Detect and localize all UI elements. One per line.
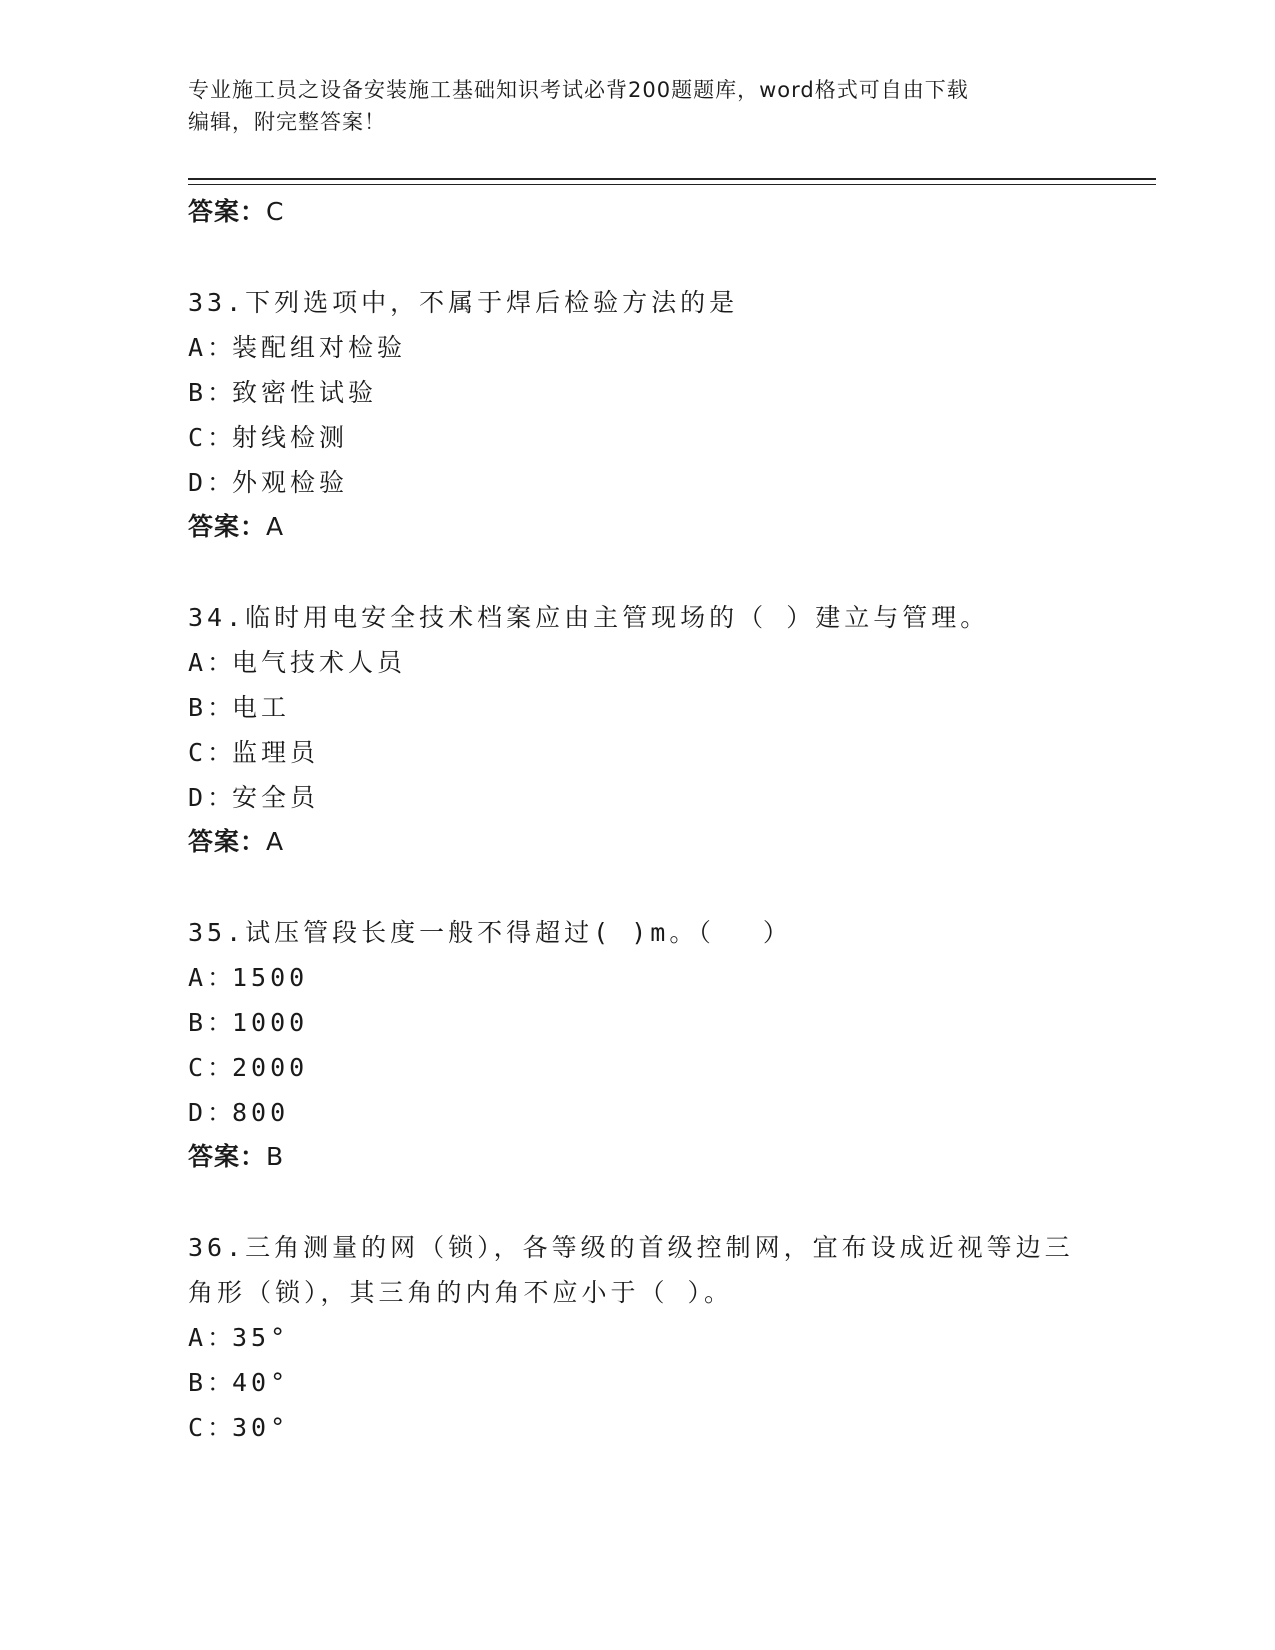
option-text: 电气技术人员: [232, 648, 407, 677]
question-stem: 33.下列选项中，不属于焊后检验方法的是: [188, 288, 739, 317]
option-text: 800: [232, 1098, 290, 1127]
answer-label: 答案：: [188, 512, 267, 541]
option-d: [188, 775, 1088, 820]
question-stem: 36.三角测量的网（锁），各等级的首级控制网，宜布设成近视等边三角形（锁），其三角的内角不应小于（ ）。: [188, 1233, 1074, 1307]
option-c: [188, 730, 1088, 775]
option-text: 外观检验: [232, 468, 349, 497]
answer-value: C: [266, 197, 285, 226]
option-letter: D：: [188, 468, 237, 497]
option-letter: A：: [188, 648, 237, 677]
option-b: [188, 1360, 1088, 1405]
header-title-line-1: 专业施工员之设备安装施工基础知识考试必背200题题库，word格式可自由下载: [188, 78, 969, 102]
question-list: [188, 190, 1088, 1450]
option-text: 1500: [232, 963, 309, 992]
answer-line: [188, 820, 1088, 864]
option-b: [188, 370, 1088, 415]
option-c: [188, 1045, 1088, 1090]
option-d: [188, 1090, 1088, 1135]
option-a: [188, 1315, 1088, 1360]
option-letter: C：: [188, 738, 237, 767]
question-item: [188, 280, 1088, 549]
answer-label: 答案：: [188, 197, 267, 226]
question-item: [188, 595, 1088, 864]
option-text: 监理员: [232, 738, 320, 767]
option-text: 电工: [232, 693, 291, 722]
option-text: 35°: [232, 1323, 290, 1352]
option-letter: C：: [188, 1053, 237, 1082]
question-item: [188, 910, 1088, 1179]
header-divider-thick: [188, 178, 1156, 180]
option-d: [188, 460, 1088, 505]
question-item: [188, 1225, 1088, 1450]
option-letter: C：: [188, 1413, 237, 1442]
header-divider-thin: [188, 184, 1156, 185]
option-text: 装配组对检验: [232, 333, 407, 362]
option-letter: B：: [188, 1368, 237, 1397]
answer-line: [188, 505, 1088, 549]
option-letter: A：: [188, 1323, 237, 1352]
option-b: [188, 685, 1088, 730]
option-text: 致密性试验: [232, 378, 378, 407]
option-c: [188, 1405, 1088, 1450]
header-title-line-2: 编辑，附完整答案！: [188, 110, 386, 134]
option-a: [188, 325, 1088, 370]
answer-label: 答案：: [188, 827, 267, 856]
option-text: 射线检测: [232, 423, 349, 452]
option-text: 1000: [232, 1008, 309, 1037]
option-letter: D：: [188, 783, 237, 812]
option-text: 40°: [232, 1368, 290, 1397]
option-letter: B：: [188, 693, 237, 722]
answer-value: A: [266, 827, 285, 856]
option-letter: D：: [188, 1098, 237, 1127]
option-a: [188, 955, 1088, 1000]
option-c: [188, 415, 1088, 460]
option-text: 30°: [232, 1413, 290, 1442]
answer-line: [188, 1135, 1088, 1179]
answer-line: [188, 190, 1088, 234]
option-letter: A：: [188, 963, 237, 992]
question-stem: 34.临时用电安全技术档案应由主管现场的（ ）建立与管理。: [188, 603, 990, 632]
answer-value: B: [266, 1142, 285, 1171]
option-text: 安全员: [232, 783, 320, 812]
document-header: [188, 74, 1088, 138]
option-letter: C：: [188, 423, 237, 452]
answer-label: 答案：: [188, 1142, 267, 1171]
option-letter: B：: [188, 1008, 237, 1037]
option-text: 2000: [232, 1053, 309, 1082]
option-letter: B：: [188, 378, 237, 407]
option-b: [188, 1000, 1088, 1045]
option-letter: A：: [188, 333, 237, 362]
option-a: [188, 640, 1088, 685]
answer-value: A: [266, 512, 285, 541]
question-stem: 35.试压管段长度一般不得超过( )m。（ ）: [188, 918, 792, 947]
